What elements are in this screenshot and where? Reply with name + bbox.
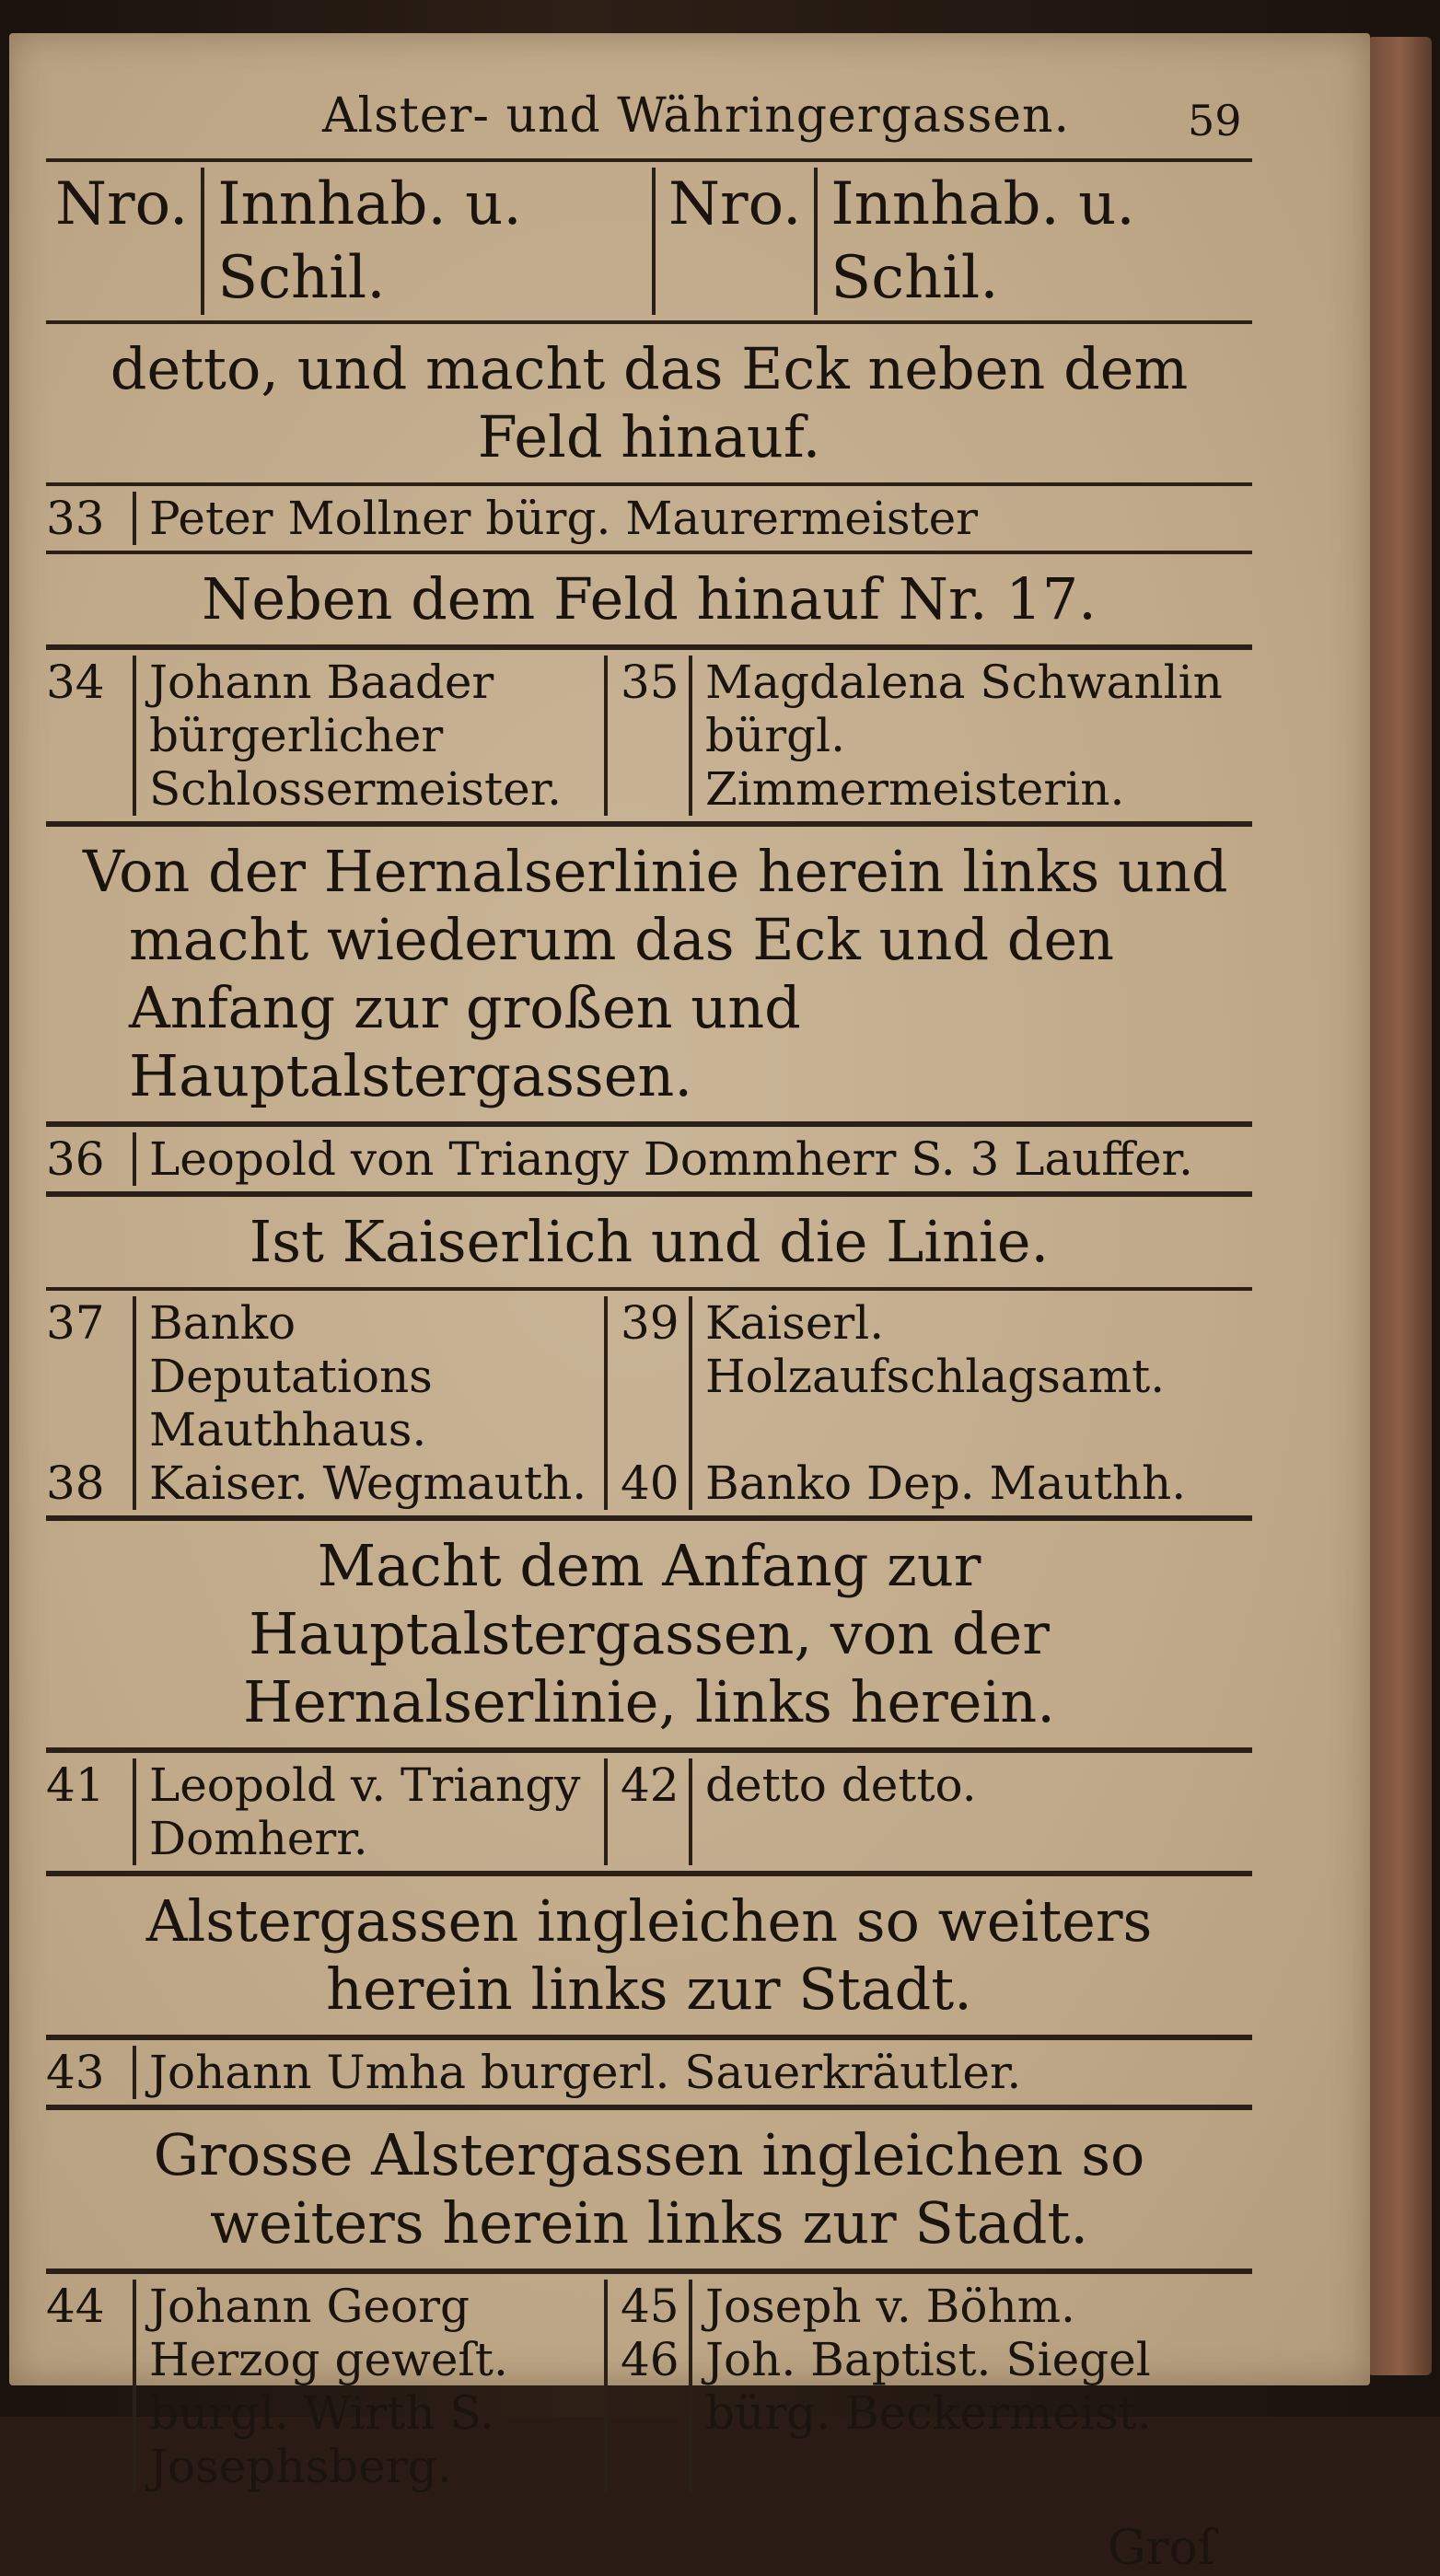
entry-row: [46, 1296, 1252, 1456]
entry-row: [46, 1758, 1252, 1865]
section-heading: Neben dem Feld hinauf Nr. 17.: [202, 565, 1097, 632]
divider: [604, 1758, 608, 1865]
divider: [133, 1296, 136, 1456]
entry-text: Banko Dep. Mauthh.: [705, 1456, 1187, 1510]
col-nro-2: Nro.: [668, 170, 802, 238]
entry-text: Joseph v. Böhm.: [705, 2280, 1075, 2333]
entry-number: 38: [46, 1456, 105, 1510]
divider: [133, 2046, 136, 2099]
entry-text-group: [705, 2280, 1252, 2440]
running-title: Alster- und Währingergassen.: [322, 88, 1071, 144]
entry-row: [46, 2046, 1252, 2099]
divider: [604, 1296, 608, 1456]
entry-number: 36: [46, 1132, 105, 1186]
entry-text: Johann Umha burgerl. Sauerkräutler.: [149, 2046, 1022, 2099]
divider: [46, 2105, 1252, 2110]
divider: [46, 320, 1252, 324]
divider: [46, 644, 1252, 650]
entry-number: 39: [621, 1296, 679, 1350]
entry-number: 42: [621, 1758, 679, 1812]
entry-row: [46, 656, 1252, 816]
running-head: [46, 88, 1252, 153]
section-heading: Grosse Alstergassen ingleichen so weiters herein links zur Stadt.: [153, 2121, 1145, 2257]
divider: [604, 656, 608, 816]
divider: [689, 1456, 692, 1510]
entry-number: 46: [621, 2333, 679, 2386]
divider: [133, 2280, 136, 2493]
divider: [46, 1515, 1252, 1521]
entry-text: Johann Baader bürgerlicher Schlossermeister.: [149, 656, 562, 816]
section-heading: Von der Hernalserlinie herein links und macht wiederum das Eck und den Anfang zur großen und Hauptalstergassen.: [83, 838, 1228, 1109]
column-header: [46, 168, 1252, 315]
entry-number: 44: [46, 2280, 105, 2333]
divider: [46, 551, 1252, 554]
entry-number: 35: [621, 656, 679, 709]
divider: [689, 1296, 692, 1456]
entry-text: detto detto.: [705, 1758, 977, 1812]
book-page: [9, 33, 1370, 2576]
divider: [133, 492, 136, 545]
col-innhab-1: Innhab. u. Schil.: [217, 170, 522, 312]
divider: [46, 2035, 1252, 2040]
entry-text: Banko Deputations Mauthhaus.: [149, 1296, 433, 1456]
divider: [46, 1191, 1252, 1197]
book-edge: [1367, 37, 1432, 2375]
entry-row: [46, 492, 1252, 545]
divider: [133, 656, 136, 816]
divider: [133, 1132, 136, 1186]
divider: [652, 168, 656, 315]
entry-text: Leopold v. Triangy Domherr.: [149, 1758, 581, 1865]
entry-number: 43: [46, 2046, 105, 2099]
divider: [604, 2280, 608, 2493]
divider: [133, 1456, 136, 1510]
divider: [133, 1758, 136, 1865]
divider: [689, 2280, 692, 2493]
divider: [46, 1747, 1252, 1753]
entry-number: 37: [46, 1296, 105, 1350]
entry-text: Johann Georg Herzog geweſt. burgl. Wirth S. Josephsberg.: [149, 2280, 508, 2493]
entry-number: 45: [621, 2280, 679, 2333]
section-heading: Macht dem Anfang zur Hauptalstergassen, von der Hernalserlinie, links herein.: [243, 1532, 1055, 1735]
entry-number: 40: [621, 1456, 679, 1510]
divider: [689, 1758, 692, 1865]
entry-text: Kaiserl. Holzaufschlagsamt.: [705, 1296, 1166, 1403]
entry-row: [46, 1132, 1252, 1186]
divider: [604, 1456, 608, 1510]
divider: [46, 821, 1252, 827]
entry-text: Peter Mollner bürg. Maurermeister: [149, 492, 979, 545]
entry-number: 41: [46, 1758, 105, 1812]
divider: [46, 1121, 1252, 1127]
entry-text: Joh. Baptist. Siegel bürg. Beckermeist.: [705, 2333, 1152, 2440]
section-heading: Alstergassen ingleichen so weiters herein links zur Stadt.: [145, 1887, 1153, 2023]
divider: [46, 1287, 1252, 1291]
divider: [814, 168, 818, 315]
page-content: [46, 88, 1252, 2576]
entry-text: Magdalena Schwanlin bürgl. Zimmermeisterin.: [705, 656, 1223, 816]
divider: [46, 158, 1252, 162]
catchword: Groſ: [1108, 2521, 1215, 2576]
col-nro-1: Nro.: [55, 170, 189, 238]
section-heading: detto, und macht das Eck neben dem Feld hinauf.: [110, 335, 1189, 470]
entry-row: [46, 1456, 1252, 1510]
section-heading: Ist Kaiserlich und die Linie.: [249, 1208, 1050, 1275]
entry-text: Leopold von Triangy Dommherr S. 3 Lauffer.: [149, 1132, 1193, 1186]
entry-row: [46, 2280, 1252, 2493]
divider: [46, 1871, 1252, 1876]
divider: [689, 656, 692, 816]
divider: [46, 482, 1252, 486]
entry-number: [621, 2280, 679, 2386]
entry-number: 34: [46, 656, 105, 709]
divider: [201, 168, 204, 315]
divider: [46, 2269, 1252, 2274]
col-innhab-2: Innhab. u. Schil.: [830, 170, 1135, 312]
entry-text: Kaiser. Wegmauth.: [149, 1456, 587, 1510]
page-number: 59: [1188, 96, 1242, 145]
entry-number: 33: [46, 492, 105, 545]
